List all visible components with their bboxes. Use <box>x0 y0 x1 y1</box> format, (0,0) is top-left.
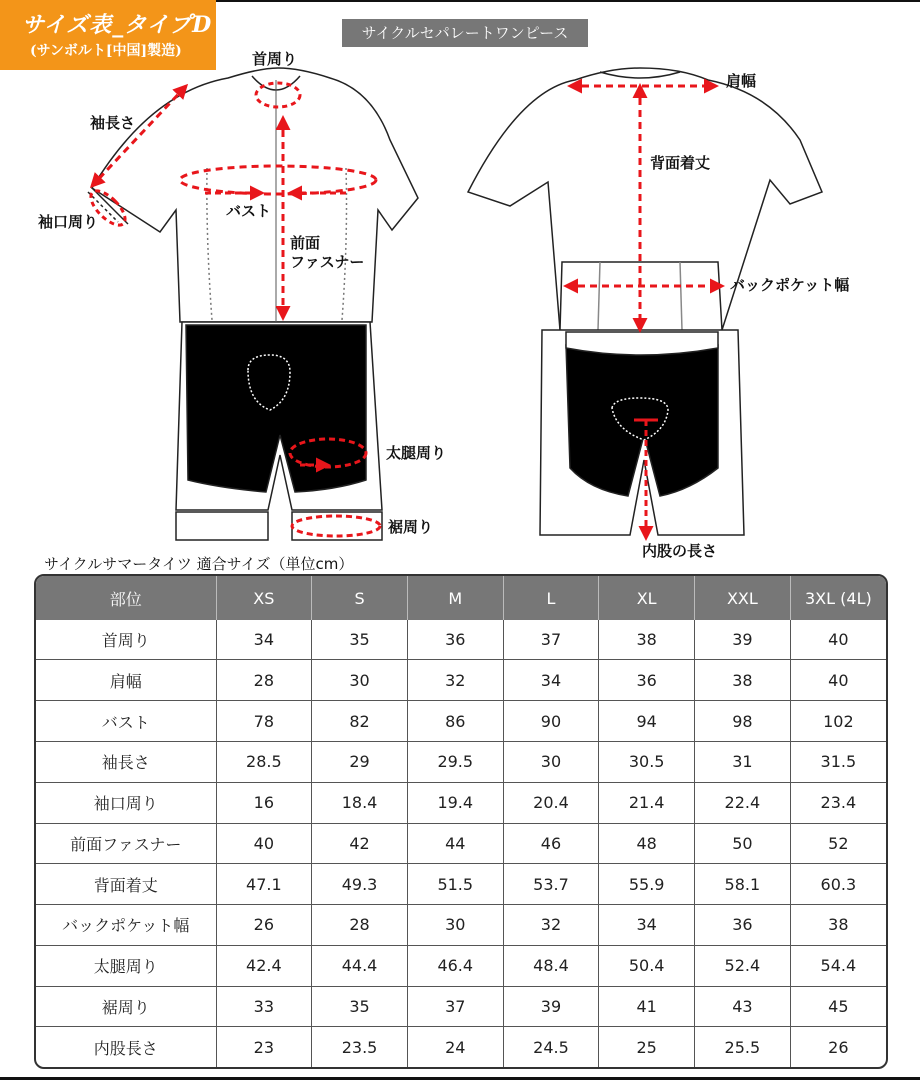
value-cell: 34 <box>503 660 599 701</box>
row-label-cell: 前面ファスナー <box>36 823 216 864</box>
badge-title: サイズ表_タイプD <box>22 12 213 38</box>
table-row <box>36 620 886 660</box>
value-cell: 18.4 <box>312 782 408 823</box>
value-cell: 30.5 <box>599 742 695 783</box>
value-cell: 90 <box>503 701 599 742</box>
value-cell: 42.4 <box>216 945 312 986</box>
value-cell: 25.5 <box>695 1027 791 1067</box>
value-cell: 38 <box>695 660 791 701</box>
value-cell: 28.5 <box>216 742 312 783</box>
header-cell: XXL <box>695 576 791 620</box>
value-cell: 39 <box>503 986 599 1027</box>
row-label-cell: 太腿周り <box>36 945 216 986</box>
label-neck: 首周り <box>252 50 298 68</box>
label-thigh: 太腿周り <box>386 444 447 462</box>
value-cell: 38 <box>599 620 695 660</box>
value-cell: 34 <box>216 620 312 660</box>
value-cell: 86 <box>407 701 503 742</box>
value-cell: 50.4 <box>599 945 695 986</box>
value-cell: 26 <box>216 905 312 946</box>
value-cell: 41 <box>599 986 695 1027</box>
value-cell: 19.4 <box>407 782 503 823</box>
value-cell: 33 <box>216 986 312 1027</box>
value-cell: 36 <box>599 660 695 701</box>
value-cell: 102 <box>790 701 886 742</box>
value-cell: 21.4 <box>599 782 695 823</box>
row-label-cell: バックポケット幅 <box>36 905 216 946</box>
value-cell: 16 <box>216 782 312 823</box>
header-cell: XL <box>599 576 695 620</box>
label-sleeve-length: 袖長さ <box>90 114 136 132</box>
value-cell: 37 <box>407 986 503 1027</box>
value-cell: 46 <box>503 823 599 864</box>
value-cell: 23.4 <box>790 782 886 823</box>
table-row <box>36 1027 886 1067</box>
value-cell: 40 <box>216 823 312 864</box>
table-row <box>36 701 886 742</box>
value-cell: 45 <box>790 986 886 1027</box>
value-cell: 48 <box>599 823 695 864</box>
value-cell: 20.4 <box>503 782 599 823</box>
value-cell: 44 <box>407 823 503 864</box>
table-row <box>36 905 886 946</box>
table-caption: サイクルサマータイツ 適合サイズ（単位cm） <box>44 555 354 573</box>
label-back-pocket: バックポケット幅 <box>730 276 850 294</box>
value-cell: 31 <box>695 742 791 783</box>
value-cell: 30 <box>407 905 503 946</box>
value-cell: 50 <box>695 823 791 864</box>
value-cell: 82 <box>312 701 408 742</box>
value-cell: 46.4 <box>407 945 503 986</box>
header-cell: 3XL (4L) <box>790 576 886 620</box>
value-cell: 39 <box>695 620 791 660</box>
value-cell: 25 <box>599 1027 695 1067</box>
label-hem: 裾周り <box>388 518 434 536</box>
table-row <box>36 945 886 986</box>
value-cell: 29 <box>312 742 408 783</box>
value-cell: 40 <box>790 660 886 701</box>
header-cell: M <box>407 576 503 620</box>
row-label-cell: 袖長さ <box>36 742 216 783</box>
label-back-length: 背面着丈 <box>650 154 711 172</box>
value-cell: 48.4 <box>503 945 599 986</box>
row-label-cell: 裾周り <box>36 986 216 1027</box>
value-cell: 36 <box>407 620 503 660</box>
value-cell: 35 <box>312 986 408 1027</box>
size-table <box>34 574 888 1069</box>
value-cell: 37 <box>503 620 599 660</box>
value-cell: 49.3 <box>312 864 408 905</box>
table-row <box>36 660 886 701</box>
value-cell: 23.5 <box>312 1027 408 1067</box>
row-label-cell: 背面着丈 <box>36 864 216 905</box>
badge-subtitle: (サンボルト[中国]製造) <box>30 43 182 59</box>
table-row <box>36 823 886 864</box>
header-cell: 部位 <box>36 576 216 620</box>
value-cell: 60.3 <box>790 864 886 905</box>
front-view <box>88 68 418 540</box>
value-cell: 35 <box>312 620 408 660</box>
label-cuff: 袖口周り <box>38 213 99 231</box>
table-row <box>36 864 886 905</box>
value-cell: 98 <box>695 701 791 742</box>
value-cell: 55.9 <box>599 864 695 905</box>
value-cell: 52.4 <box>695 945 791 986</box>
label-inseam: 内股の長さ <box>642 542 718 560</box>
product-name-tag: サイクルセパレートワンピース <box>342 19 588 47</box>
value-cell: 40 <box>790 620 886 660</box>
value-cell: 54.4 <box>790 945 886 986</box>
header-cell: S <box>312 576 408 620</box>
value-cell: 44.4 <box>312 945 408 986</box>
value-cell: 28 <box>312 905 408 946</box>
value-cell: 34 <box>599 905 695 946</box>
label-shoulder: 肩幅 <box>726 72 757 90</box>
value-cell: 24 <box>407 1027 503 1067</box>
value-cell: 31.5 <box>790 742 886 783</box>
row-label-cell: 袖口周り <box>36 782 216 823</box>
header-cell: L <box>503 576 599 620</box>
table-row <box>36 782 886 823</box>
value-cell: 26 <box>828 1037 849 1057</box>
value-cell: 53.7 <box>503 864 599 905</box>
row-label-cell: 首周り <box>36 620 216 660</box>
value-cell: 43 <box>695 986 791 1027</box>
value-cell: 32 <box>503 905 599 946</box>
value-cell: 32 <box>407 660 503 701</box>
row-label-cell: バスト <box>36 701 216 742</box>
value-cell: 52 <box>790 823 886 864</box>
value-cell: 23 <box>216 1027 312 1067</box>
table-header-row <box>36 576 886 620</box>
header-cell: XS <box>216 576 312 620</box>
value-cell: 22.4 <box>695 782 791 823</box>
value-cell: 78 <box>216 701 312 742</box>
value-cell: 47.1 <box>216 864 312 905</box>
label-bust: バスト <box>226 202 272 220</box>
value-cell: 36 <box>695 905 791 946</box>
value-cell: 94 <box>599 701 695 742</box>
value-cell: 24.5 <box>503 1027 599 1067</box>
value-cell: 30 <box>503 742 599 783</box>
value-cell: 28 <box>216 660 312 701</box>
table-row <box>36 986 886 1027</box>
value-cell: 42 <box>312 823 408 864</box>
value-cell: 51.5 <box>407 864 503 905</box>
value-cell: 38 <box>790 905 886 946</box>
row-label-cell: 肩幅 <box>36 660 216 701</box>
value-cell: 58.1 <box>695 864 791 905</box>
value-cell: 29.5 <box>407 742 503 783</box>
table-row <box>36 742 886 783</box>
value-cell: 30 <box>312 660 408 701</box>
row-label-cell: 内股長さ <box>36 1027 216 1067</box>
label-front-zipper: 前面 ファスナー <box>290 234 365 271</box>
